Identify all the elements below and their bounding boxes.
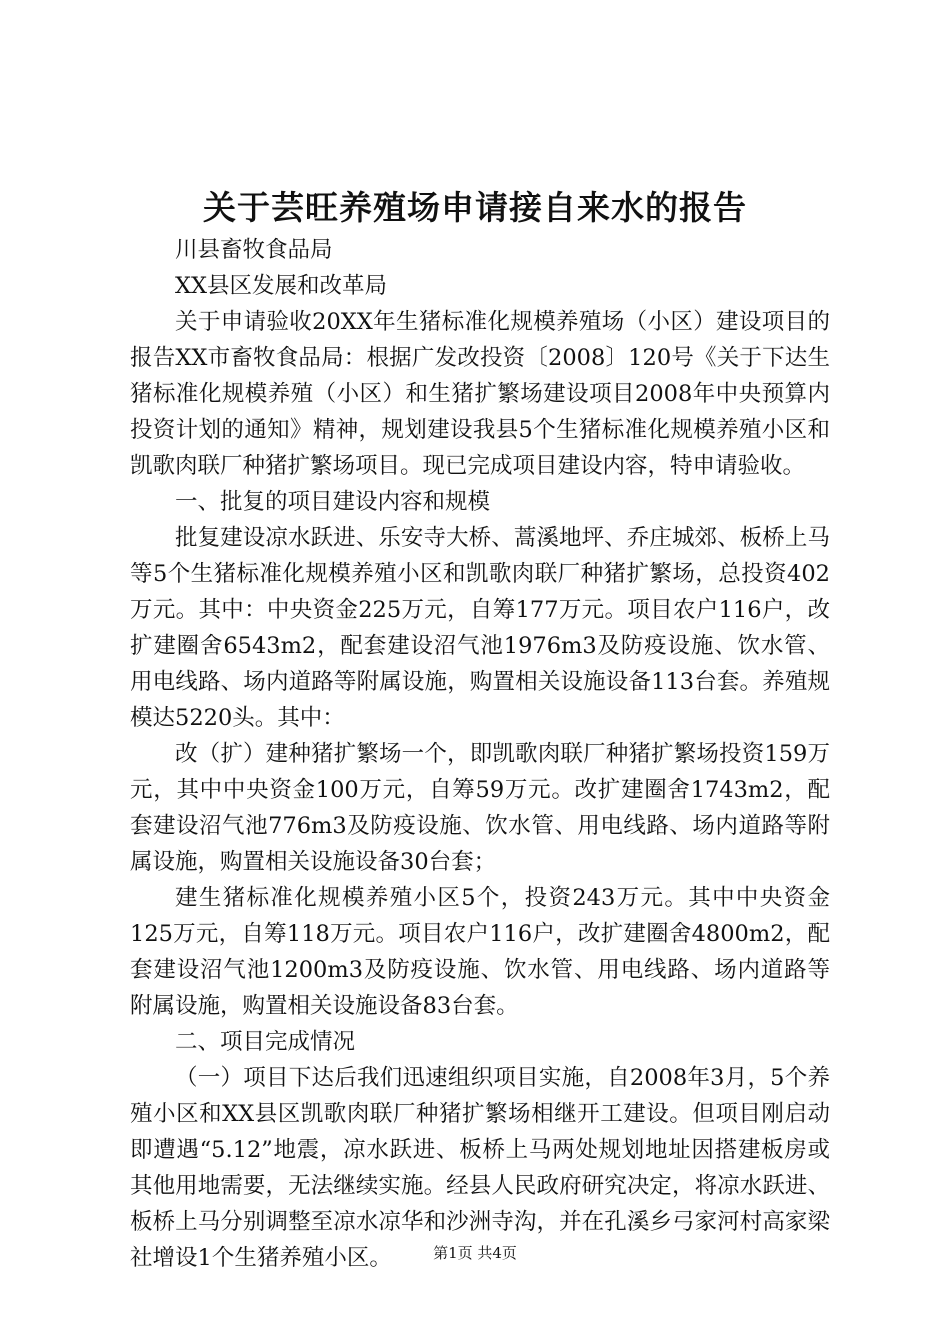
recipient-line-2: XX县区发展和改革局 bbox=[175, 273, 388, 299]
section-heading-2: 二、项目完成情况 bbox=[175, 1029, 356, 1055]
document-body bbox=[130, 232, 830, 1276]
section-heading-1: 一、批复的项目建设内容和规模 bbox=[175, 489, 491, 515]
body-paragraph: 建生猪标准化规模养殖小区5个，投资243万元。其中中央资金125万元，自筹118万元。项目农户116户，改扩建圈舍4800m2，配套建设沼气池1200m3及防疫设施、饮水管、用电线路、场内道路等附属设施，购置相关设施设备83台套。 bbox=[130, 885, 830, 1019]
document-title: 关于芸旺养殖场申请接自来水的报告 bbox=[203, 188, 747, 227]
intro-paragraph: 关于申请验收20XX年生猪标准化规模养殖场（小区）建设项目的报告XX市畜牧食品局：根据广发改投资〔2008〕120号《关于下达生猪标准化规模养殖（小区）和生猪扩繁场建设项目2008年中央预算内投资计划的通知》精神，规划建设我县5个生猪标准化规模养殖小区和凯歌肉联厂种猪扩繁场项目。现已完成项目建设内容，特申请验收。 bbox=[130, 309, 830, 479]
body-paragraph: 批复建设凉水跃进、乐安寺大桥、蒿溪地坪、乔庄城郊、板桥上马等5个生猪标准化规模养殖小区和凯歌肉联厂种猪扩繁场，总投资402万元。其中：中央资金225万元，自筹177万元。项目农户116户，改扩建圈舍6543m2，配套建设沼气池1976m3及防疫设施、饮水管、用电线路、场内道路等附属设施，购置相关设施设备113台套。养殖规模达5220头。其中： bbox=[130, 525, 830, 731]
recipient-line-1: 川县畜牧食品局 bbox=[175, 237, 333, 263]
body-paragraph: 改（扩）建种猪扩繁场一个，即凯歌肉联厂种猪扩繁场投资159万元，其中中央资金100万元，自筹59万元。改扩建圈舍1743m2，配套建设沼气池776m3及防疫设施、饮水管、用电线路、场内道路等附属设施，购置相关设施设备30台套； bbox=[130, 741, 830, 875]
body-paragraph: （一）项目下达后我们迅速组织项目实施，自2008年3月，5个养殖小区和XX县区凯歌肉联厂种猪扩繁场相继开工建设。但项目刚启动即遭遇“5.12”地震，凉水跃进、板桥上马两处规划地址因搭建板房或其他用地需要，无法继续实施。经县人民政府研究决定，将凉水跃进、板桥上马分别调整至凉水凉华和沙洲寺沟，并在孔溪乡弓家河村高家梁社增设1个生猪养殖小区。 bbox=[130, 1065, 830, 1271]
page-number-footer: 第1页 共4页 bbox=[433, 1244, 517, 1262]
